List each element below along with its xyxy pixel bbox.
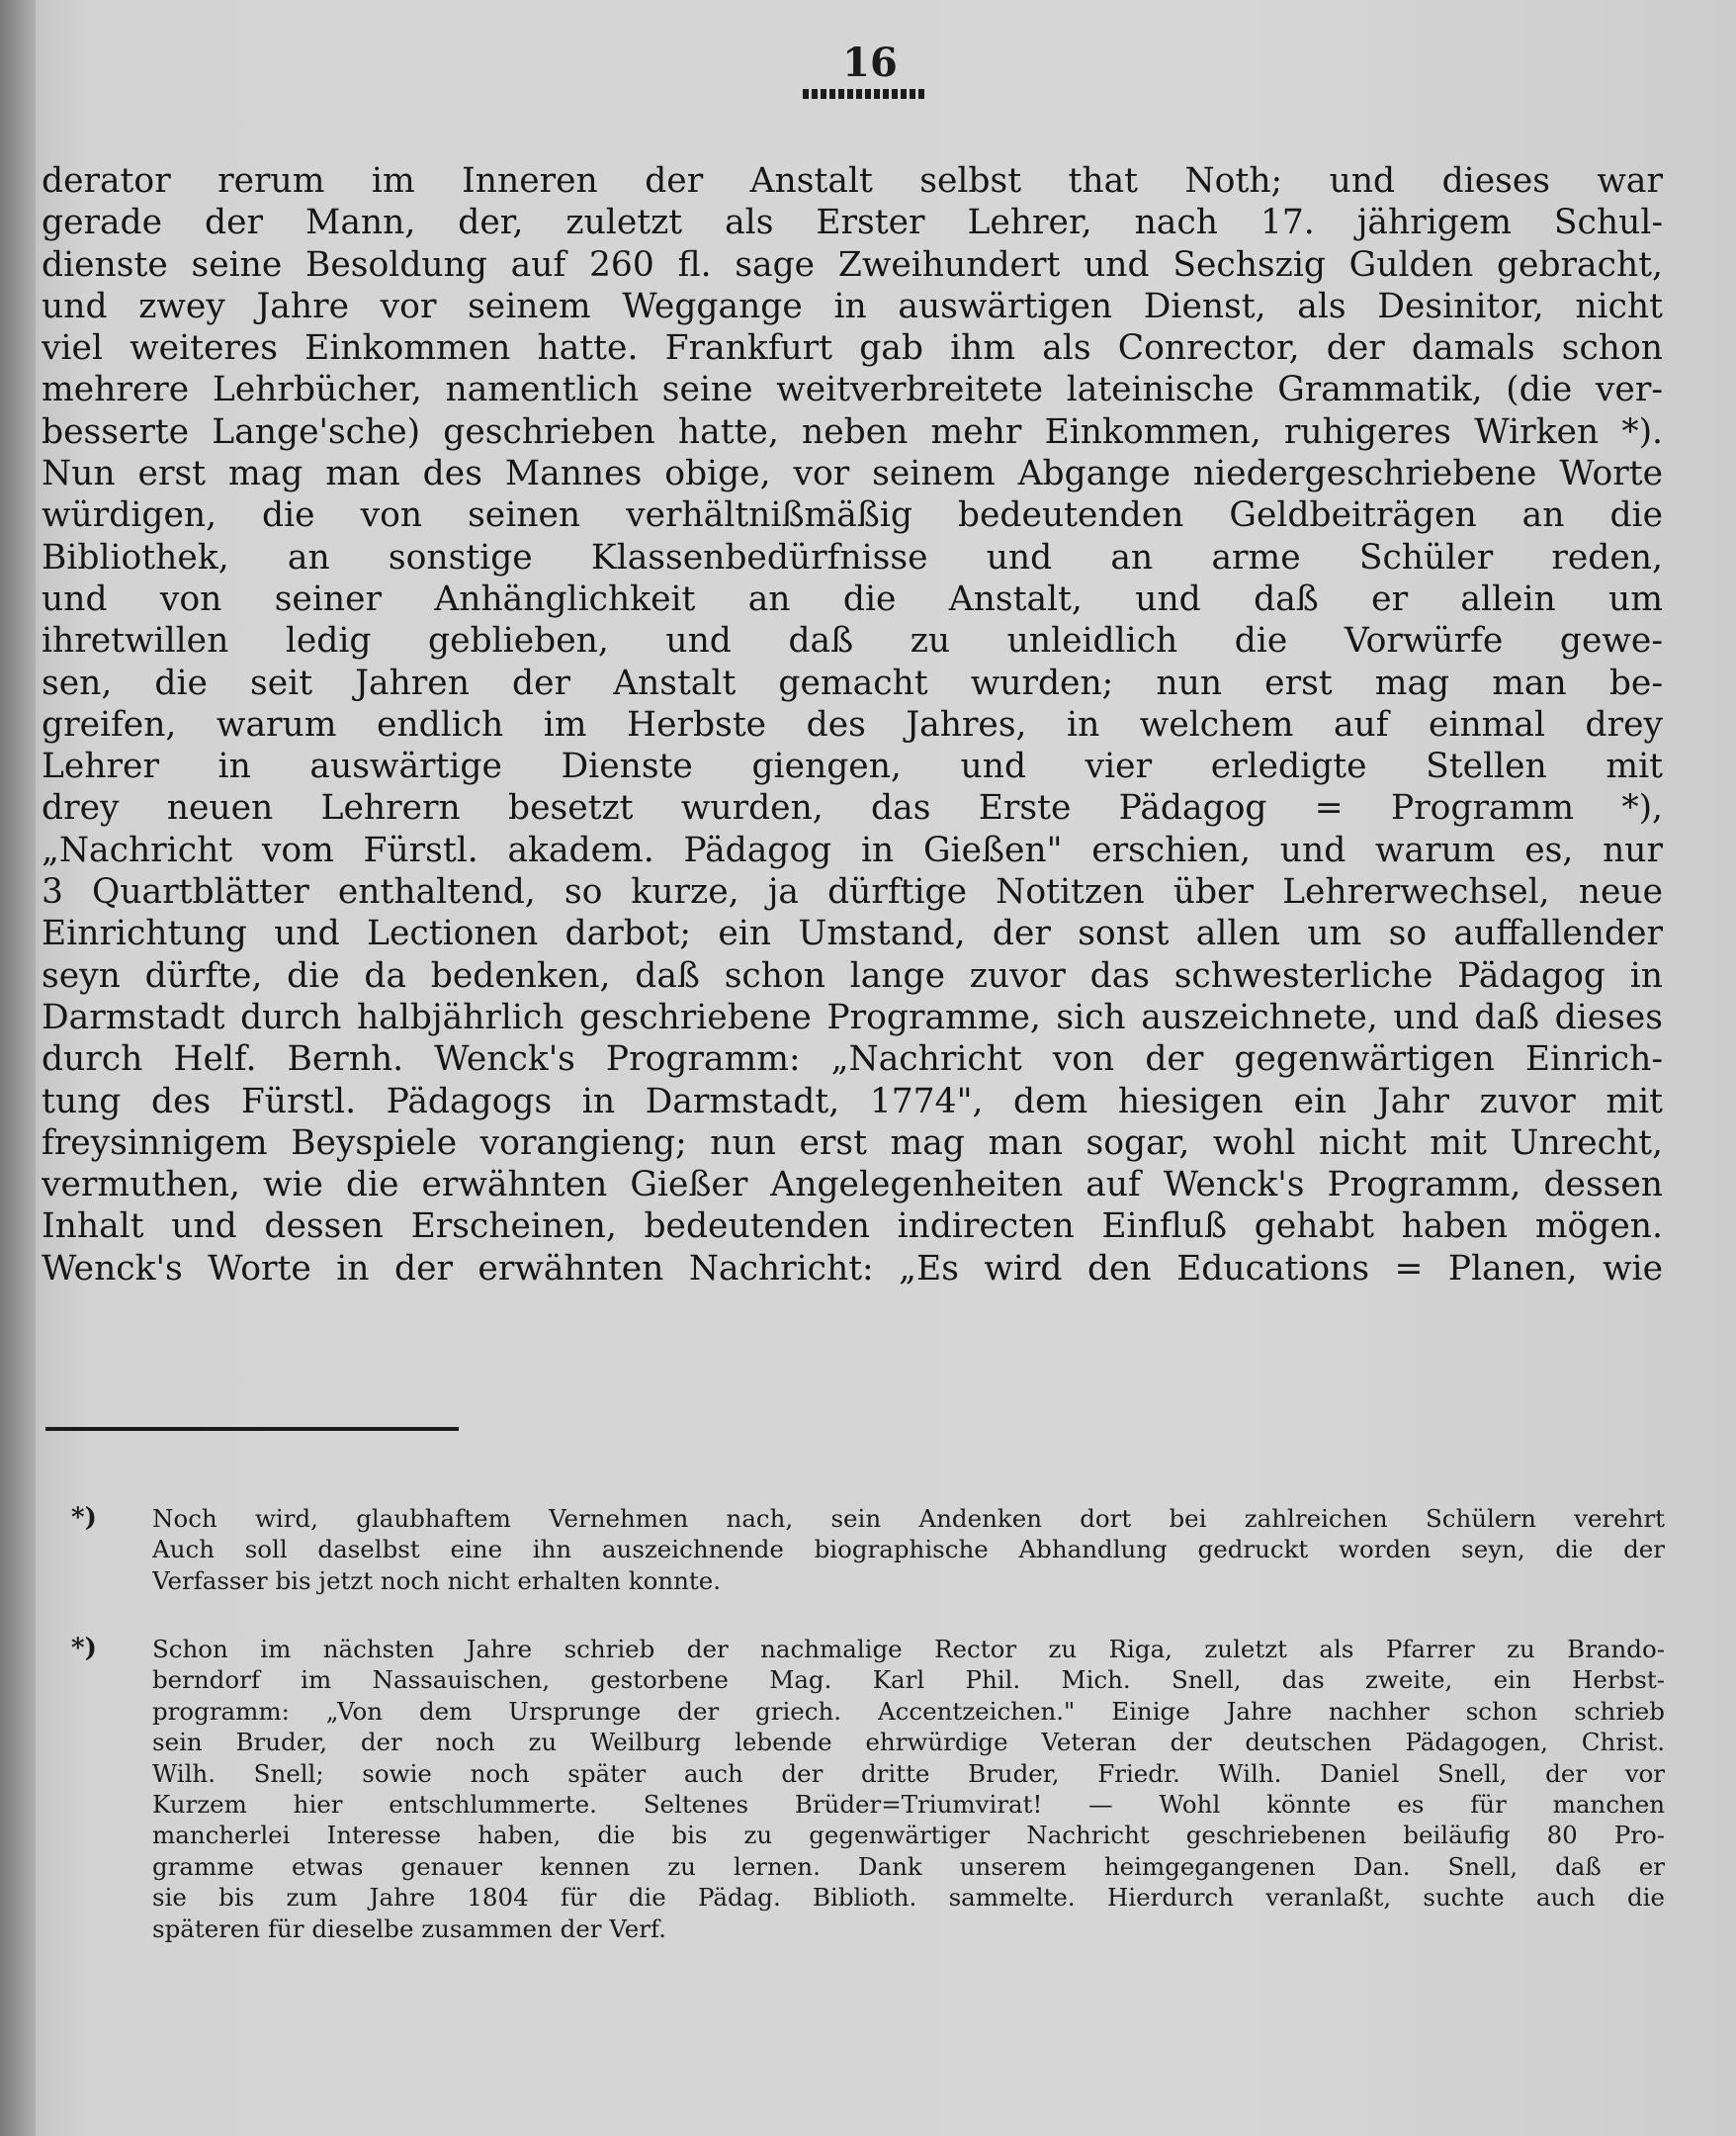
footnote-body (152, 1503, 1665, 1596)
footnote-1 (71, 1503, 1665, 1596)
text-line: greifen, warum endlich im Herbste des Jahres, in welchem auf einmal drey (42, 704, 1663, 745)
text-line: tung des Fürstl. Pädagogs in Darmstadt, 1774", dem hiesigen ein Jahr zuvor mit (42, 1081, 1663, 1121)
text-line: viel weiteres Einkommen hatte. Frankfurt gab ihm als Conrector, der damals schon (42, 328, 1663, 369)
text-line: seyn dürfte, die da bedenken, daß schon lange zuvor das schwesterliche Pädagog in (42, 955, 1663, 996)
footnote-2 (71, 1634, 1665, 1944)
text-line: mehrere Lehrbücher, namentlich seine weitverbreitete lateinische Grammatik, (die ver- (42, 370, 1663, 410)
text-line: vermuthen, wie die erwähnten Gießer Angelegenheiten auf Wenck's Programm, dessen (42, 1165, 1663, 1205)
footnote-line: Verfasser bis jetzt noch nicht erhalten konnte. (152, 1565, 722, 1595)
text-line: dienste seine Besoldung auf 260 fl. sage Zweihundert und Sechszig Gulden gebracht, (42, 244, 1663, 285)
footnote-line: programm: „Von dem Ursprunge der griech. Accentzeichen." Einige Jahre nachher schon schrieb (152, 1696, 1665, 1726)
text-line: Nun erst mag man des Mannes obige, vor seinem Abgange niedergeschriebene Worte (42, 454, 1663, 494)
footnote-line: Kurzem hier entschlummerte. Seltenes Brüder=Triumvirat! — Wohl könnte es für manchen (152, 1789, 1665, 1819)
footnote-line: berndorf im Nassauischen, gestorbene Mag. Karl Phil. Mich. Snell, das zweite, ein Herbst- (152, 1665, 1665, 1695)
page-number: 16 (842, 40, 898, 86)
footnote-separator (45, 1427, 459, 1431)
footnote-line: mancherlei Interesse haben, die bis zu gegenwärtiger Nachricht geschriebenen beiläufig 80 Pro- (152, 1821, 1665, 1850)
footnote-body (152, 1634, 1665, 1944)
footnote-line: sie bis zum Jahre 1804 für die Pädag. Biblioth. sammelte. Hierdurch veranlaßt, suchte auch die (152, 1883, 1665, 1913)
text-line: ihretwillen ledig geblieben, und daß zu unleidlich die Vorwürfe gewe- (42, 621, 1663, 662)
text-line: 3 Quartblätter enthaltend, so kurze, ja dürftige Notitzen über Lehrerwechsel, neue (42, 872, 1663, 913)
text-line: Einrichtung und Lectionen darbot; ein Umstand, der sonst allen um so auffallender (42, 914, 1663, 954)
footnote-line: Schon im nächsten Jahre schrieb der nachmalige Rector zu Riga, zuletzt als Pfarrer zu Brando- (152, 1635, 1665, 1663)
text-line: gerade der Mann, der, zuletzt als Erster Lehrer, nach 17. jährigem Schul- (42, 203, 1663, 243)
text-line: Bibliothek, an sonstige Klassenbedürfnisse und an arme Schüler reden, (42, 537, 1663, 578)
footnote-line: Auch soll daselbst eine ihn auszeichnende biographische Abhandlung gedruckt worden seyn, die der (152, 1535, 1665, 1564)
footnote-line: späteren für dieselbe zusammen der Verf. (152, 1914, 666, 1943)
text-line: und von seiner Anhänglichkeit an die Anstalt, und daß er allein um (42, 578, 1663, 619)
footnote-line: sein Bruder, der noch zu Weilburg lebende ehrwürdige Veteran der deutschen Pädagogen, Christ. (152, 1728, 1665, 1757)
text-line: sen, die seit Jahren der Anstalt gemacht wurden; nun erst mag man be- (42, 663, 1663, 703)
page-gutter-shadow (0, 0, 36, 2136)
ornament-rule (803, 89, 925, 99)
text-line: und zwey Jahre vor seinem Weggange in auswärtigen Dienst, als Desinitor, nicht (42, 286, 1663, 326)
footnote-line: Noch wird, glaubhaftem Vernehmen nach, sein Andenken dort bei zahlreichen Schülern verehrt (152, 1504, 1665, 1533)
text-line: derator rerum im Inneren der Anstalt selbst that Noth; und dieses war (42, 161, 1663, 201)
text-line: drey neuen Lehrern besetzt wurden, das Erste Pädagog = Programm *), (42, 788, 1663, 829)
text-line: durch Helf. Bernh. Wenck's Programm: „Nachricht von der gegenwärtigen Einrich- (42, 1039, 1663, 1080)
text-line: Inhalt und dessen Erscheinen, bedeutenden indirecten Einfluß gehabt haben mögen. (42, 1206, 1663, 1247)
footnote-mark: *) (71, 1503, 97, 1533)
text-line: Lehrer in auswärtige Dienste giengen, und vier erledigte Stellen mit (42, 747, 1663, 787)
text-line: Wenck's Worte in der erwähnten Nachricht: „Es wird den Educations = Planen, wie (42, 1248, 1663, 1289)
text-line: besserte Lange'sche) geschrieben hatte, neben mehr Einkommen, ruhigeres Wirken *). (42, 411, 1663, 452)
footnote-line: Wilh. Snell; sowie noch später auch der dritte Bruder, Friedr. Wilh. Daniel Snell, der vor (152, 1758, 1665, 1788)
footnote-line: gramme etwas genauer kennen zu lernen. Dank unserem heimgegangenen Dan. Snell, daß er (152, 1851, 1665, 1881)
text-line: würdigen, die von seinen verhältnißmäßig bedeutenden Geldbeiträgen an die (42, 495, 1663, 536)
footnote-mark: *) (71, 1634, 97, 1663)
text-line: freysinnigem Beyspiele vorangieng; nun erst mag man sogar, wohl nicht mit Unrecht, (42, 1122, 1663, 1163)
main-text-block (42, 160, 1663, 1290)
text-line: Darmstadt durch halbjährlich geschriebene Programme, sich auszeichnete, und daß dieses (42, 997, 1663, 1037)
text-line: „Nachricht vom Fürstl. akadem. Pädagog in Gießen" erschien, und warum es, nur (42, 830, 1663, 870)
